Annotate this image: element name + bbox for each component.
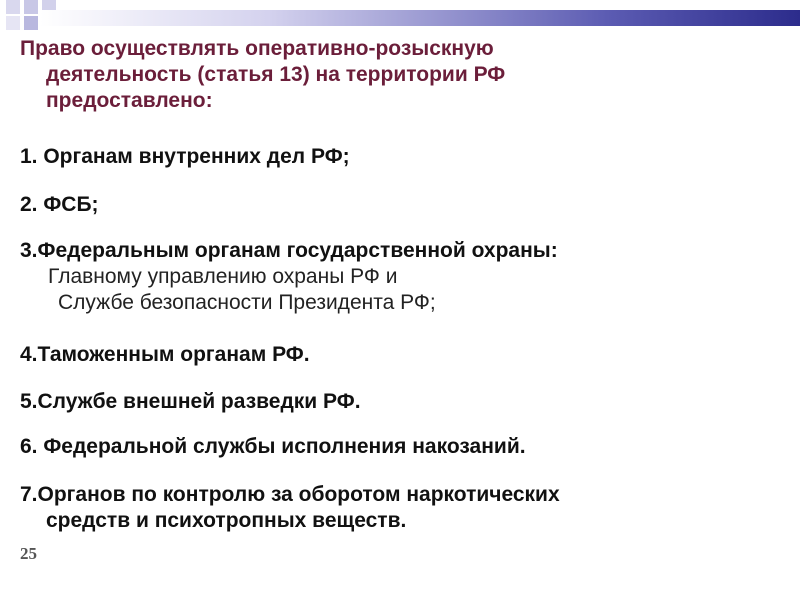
list-item (20, 342, 780, 368)
decor-square-2 (24, 0, 38, 14)
heading-line-2: деятельность (статья 13) на территории РФ (46, 63, 506, 86)
heading-line-3: предоставлено: (46, 89, 213, 112)
list-item (20, 192, 780, 218)
list-subitem-text: Службе безопасности Президента РФ; (58, 291, 436, 314)
heading-line-1: Право осуществлять оперативно-розыскную (20, 37, 494, 60)
list-item-text: 3.Федеральным органам государственной охраны: (20, 239, 558, 262)
header-gradient-band (40, 10, 800, 26)
slide-heading (20, 36, 720, 114)
list-item (20, 482, 780, 534)
list-item-continuation: средств и психотропных веществ. (46, 509, 407, 532)
list-item-text: 1. Органам внутренних дел РФ; (20, 145, 350, 168)
decor-square-4 (24, 16, 38, 30)
decor-square-5 (42, 0, 56, 10)
page-number: 25 (20, 544, 37, 563)
list-subitem-text: Главному управлению охраны РФ и (48, 265, 398, 288)
list-item (20, 434, 780, 460)
list-item-text: 2. ФСБ; (20, 193, 99, 216)
list-item-text: 6. Федеральной службы исполнения накозаний. (20, 435, 526, 458)
list-item-text: 7.Органов по контролю за оборотом наркотических (20, 483, 560, 506)
list-item-text: 5.Службе внешней разведки РФ. (20, 390, 361, 413)
list-item (20, 144, 780, 170)
list-item (20, 389, 780, 415)
decor-square-3 (6, 16, 20, 30)
list-item (20, 238, 780, 316)
list-item-text: 4.Таможенным органам РФ. (20, 343, 310, 366)
decor-square-1 (6, 0, 20, 14)
